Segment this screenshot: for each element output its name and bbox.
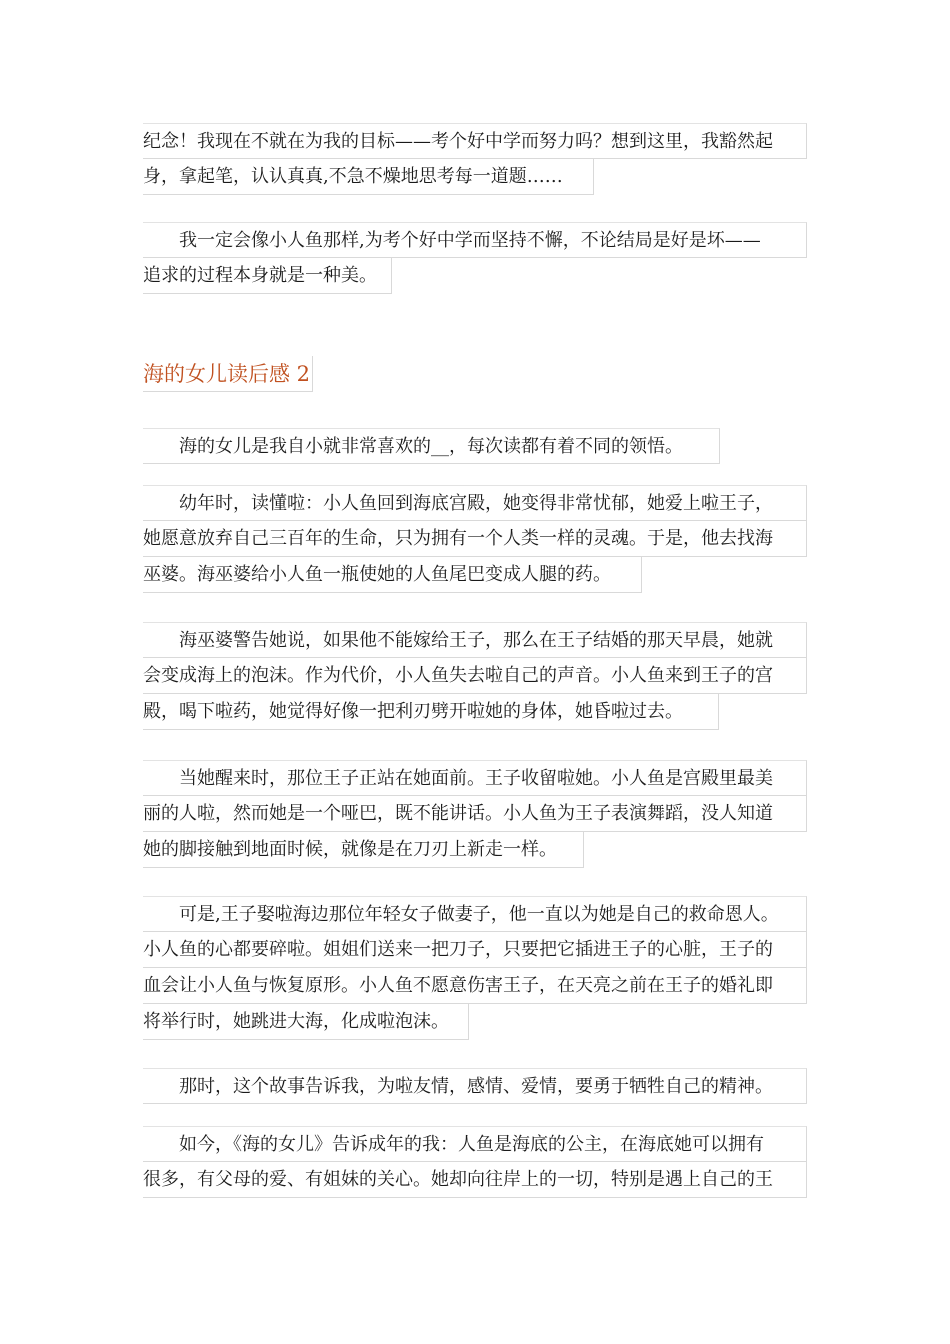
- text-line: 纪念！我现在不就在为我的目标——考个好中学而努力吗？想到这里，我豁然起: [143, 123, 807, 159]
- text-line: 我一定会像小人鱼那样,为考个好中学而坚持不懈，不论结局是好是坏——: [143, 222, 807, 258]
- text-line: 海的女儿是我自小就非常喜欢的__，每次读都有着不同的领悟。: [143, 428, 720, 464]
- text-line: 殿，喝下啦药，她觉得好像一把利刃劈开啦她的身体，她昏啦过去。: [143, 694, 719, 730]
- text-line: 血会让小人鱼与恢复原形。小人鱼不愿意伤害王子，在天亮之前在王子的婚礼即: [143, 968, 807, 1004]
- text-line: 会变成海上的泡沫。作为代价，小人鱼失去啦自己的声音。小人鱼来到王子的宫: [143, 658, 807, 694]
- text-line: 身，拿起笔，认认真真,不急不燥地思考每一道题……: [143, 159, 594, 195]
- text-line: 那时，这个故事告诉我，为啦友情，感情、爱情，要勇于牺牲自己的精神。: [143, 1068, 807, 1104]
- text-line: 她的脚接触到地面时候，就像是在刀刃上新走一样。: [143, 832, 584, 868]
- text-line: 海巫婆警告她说，如果他不能嫁给王子，那么在王子结婚的那天早晨，她就: [143, 622, 807, 658]
- paragraph: [143, 222, 807, 294]
- text-line: 追求的过程本身就是一种美。: [143, 258, 392, 294]
- paragraph: [143, 123, 807, 195]
- text-line: 小人鱼的心都要碎啦。姐姐们送来一把刀子，只要把它插进王子的心脏，王子的: [143, 932, 807, 968]
- paragraph: [143, 485, 807, 593]
- text-line: 丽的人啦，然而她是一个哑巴，既不能讲话。小人鱼为王子表演舞蹈，没人知道: [143, 796, 807, 832]
- paragraph: [143, 1126, 807, 1198]
- paragraph: [143, 428, 807, 464]
- text-line: 当她醒来时，那位王子正站在她面前。王子收留啦她。小人鱼是宫殿里最美: [143, 760, 807, 796]
- text-line: 如今，《海的女儿》告诉成年的我：人鱼是海底的公主，在海底她可以拥有: [143, 1126, 807, 1162]
- section-heading: 海的女儿读后感 2: [143, 356, 313, 392]
- text-line: 可是,王子娶啦海边那位年轻女子做妻子，他一直以为她是自己的救命恩人。: [143, 896, 807, 932]
- paragraph: [143, 896, 807, 1040]
- text-line: 巫婆。海巫婆给小人鱼一瓶使她的人鱼尾巴变成人腿的药。: [143, 557, 642, 593]
- text-line: 很多，有父母的爱、有姐妹的关心。她却向往岸上的一切，特别是遇上自己的王: [143, 1162, 807, 1198]
- paragraph: [143, 1068, 807, 1104]
- paragraph: [143, 622, 807, 730]
- text-line: 她愿意放弃自己三百年的生命，只为拥有一个人类一样的灵魂。于是，他去找海: [143, 521, 807, 557]
- paragraph: [143, 760, 807, 868]
- text-line: 幼年时，读懂啦：小人鱼回到海底宫殿，她变得非常忧郁，她爱上啦王子，: [143, 485, 807, 521]
- text-line: 将举行时，她跳进大海，化成啦泡沫。: [143, 1004, 469, 1040]
